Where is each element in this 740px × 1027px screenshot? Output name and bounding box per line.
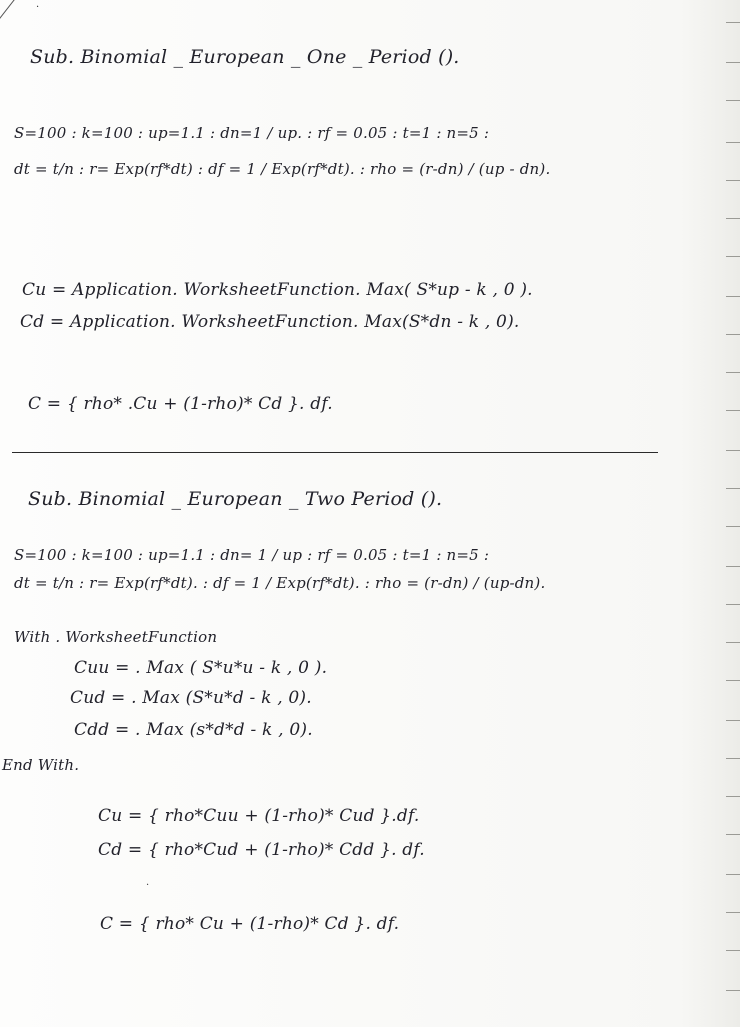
page-edge-ruling — [724, 0, 740, 1027]
section2-params: S=100 : k=100 : up=1.1 : dn= 1 / up : rf = 0.05 : t=1 : n=5 : — [14, 546, 490, 564]
section2-cd: Cd = { rho*Cud + (1-rho)* Cdd }. df. — [98, 840, 425, 860]
corner-mark: · — [36, 2, 40, 13]
section2-cuu: Cuu = . Max ( S*u*u - k , 0 ). — [74, 658, 328, 678]
section1-derived: dt = t/n : r= Exp(rf*dt) : df = 1 / Exp(rf*dt). : rho = (r-dn) / (up - dn). — [14, 160, 551, 178]
section2-derived: dt = t/n : r= Exp(rf*dt). : df = 1 / Exp(rf*dt). : rho = (r-dn) / (up-dn). — [14, 574, 546, 592]
section1-params: S=100 : k=100 : up=1.1 : dn=1 / up. : rf = 0.05 : t=1 : n=5 : — [14, 124, 490, 142]
section2-end-with: End With. — [2, 756, 80, 774]
section2-with: With . WorksheetFunction — [14, 628, 218, 646]
section2-cdd: Cdd = . Max (s*d*d - k , 0). — [74, 720, 313, 740]
section2-title: Sub. Binomial _ European _ Two Period (). — [28, 488, 443, 510]
section2-c: C = { rho* Cu + (1-rho)* Cd }. df. — [100, 914, 400, 934]
section2-cud: Cud = . Max (S*u*d - k , 0). — [70, 688, 312, 708]
stray-mark: · — [146, 880, 150, 891]
section2-cu: Cu = { rho*Cuu + (1-rho)* Cud }.df. — [98, 806, 420, 826]
section1-c: C = { rho* .Cu + (1-rho)* Cd }. df. — [28, 394, 333, 414]
section-divider — [12, 452, 658, 453]
section1-title: Sub. Binomial _ European _ One _ Period (). — [30, 46, 460, 68]
margin-pencil-line — [0, 0, 46, 31]
section1-cu: Cu = Application. WorksheetFunction. Max( S*up - k , 0 ). — [22, 280, 533, 300]
section1-cd: Cd = Application. WorksheetFunction. Max(S*dn - k , 0). — [20, 312, 520, 332]
